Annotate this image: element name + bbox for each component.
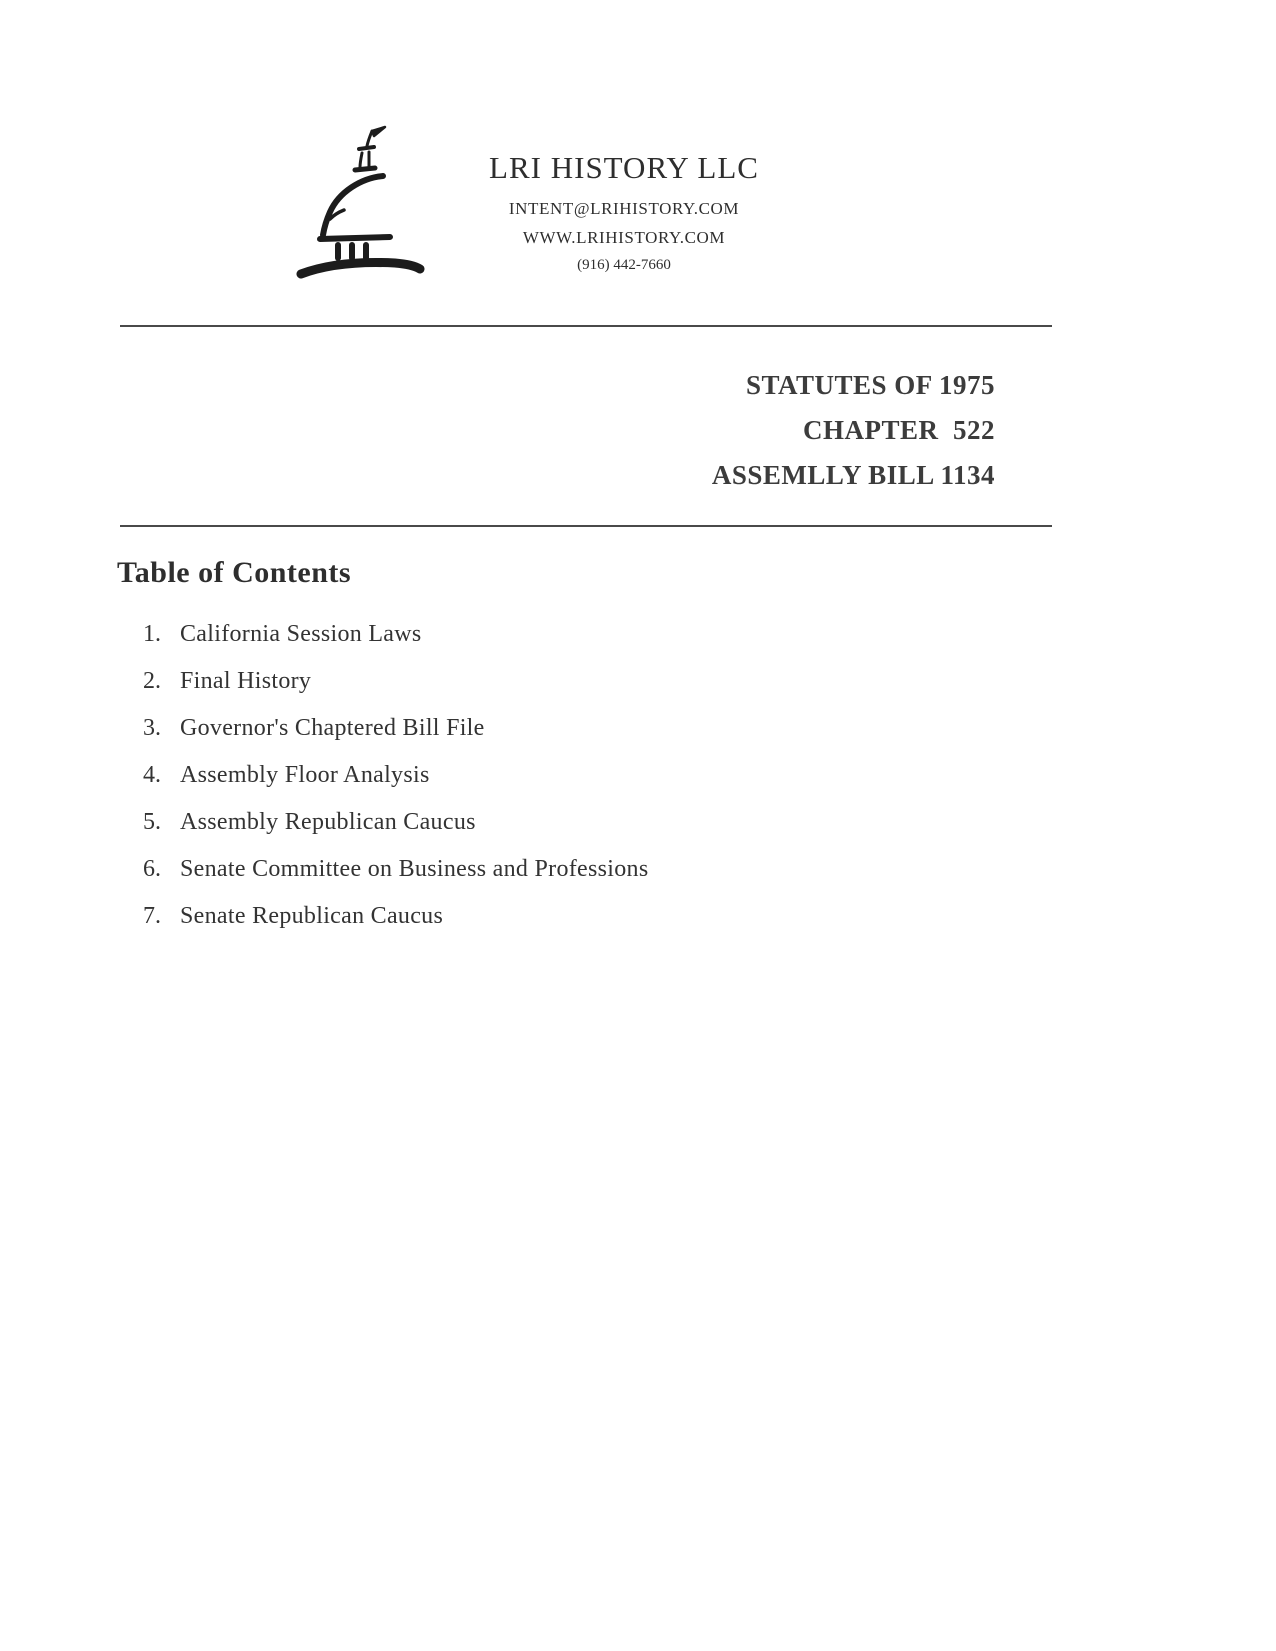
toc-item-4: [143, 763, 649, 787]
toc-item-label: Senate Republican Caucus: [180, 903, 444, 929]
divider-bottom: [120, 525, 1052, 527]
company-phone: (916) 442-7660: [577, 257, 671, 273]
toc-item-label: Assembly Floor Analysis: [180, 762, 430, 788]
toc-item-label: Final History: [180, 668, 312, 694]
toc-item-7: [143, 904, 649, 928]
toc-item-label: Governor's Chaptered Bill File: [180, 715, 485, 741]
toc-item-number: 4.: [143, 762, 161, 788]
toc-item-number: 7.: [143, 903, 161, 929]
chapter-line: CHAPTER 522: [802, 415, 995, 445]
statute-title-block: [120, 363, 995, 498]
toc-item-number: 2.: [143, 668, 161, 694]
divider-top: [120, 325, 1052, 327]
statutes-line: STATUTES OF 1975: [745, 370, 995, 400]
capitol-dome-sketch-svg: [293, 122, 443, 287]
letterhead-text: [459, 150, 789, 274]
toc-item-label: Senate Committee on Business and Professions: [180, 856, 649, 882]
toc-item-2: [143, 669, 649, 693]
company-website: WWW.LRIHISTORY.COM: [522, 228, 726, 247]
bill-line: ASSEMLLY BILL 1134: [711, 460, 995, 490]
toc-item-3: [143, 716, 649, 740]
toc-item-number: 3.: [143, 715, 161, 741]
company-email: INTENT@LRIHISTORY.COM: [508, 199, 740, 218]
toc-item-6: [143, 857, 649, 881]
toc-item-number: 5.: [143, 809, 161, 835]
toc-list: [143, 622, 649, 951]
letterhead: [293, 122, 789, 287]
toc-item-number: 1.: [143, 621, 161, 647]
toc-item-number: 6.: [143, 856, 161, 882]
capitol-dome-logo-icon: [293, 122, 443, 287]
toc-item-label: Assembly Republican Caucus: [180, 809, 476, 835]
company-name: LRI HISTORY LLC: [489, 150, 759, 185]
toc-item-1: [143, 622, 649, 646]
toc-heading: Table of Contents: [117, 556, 352, 589]
toc-item-label: California Session Laws: [180, 621, 422, 647]
toc-item-5: [143, 810, 649, 834]
